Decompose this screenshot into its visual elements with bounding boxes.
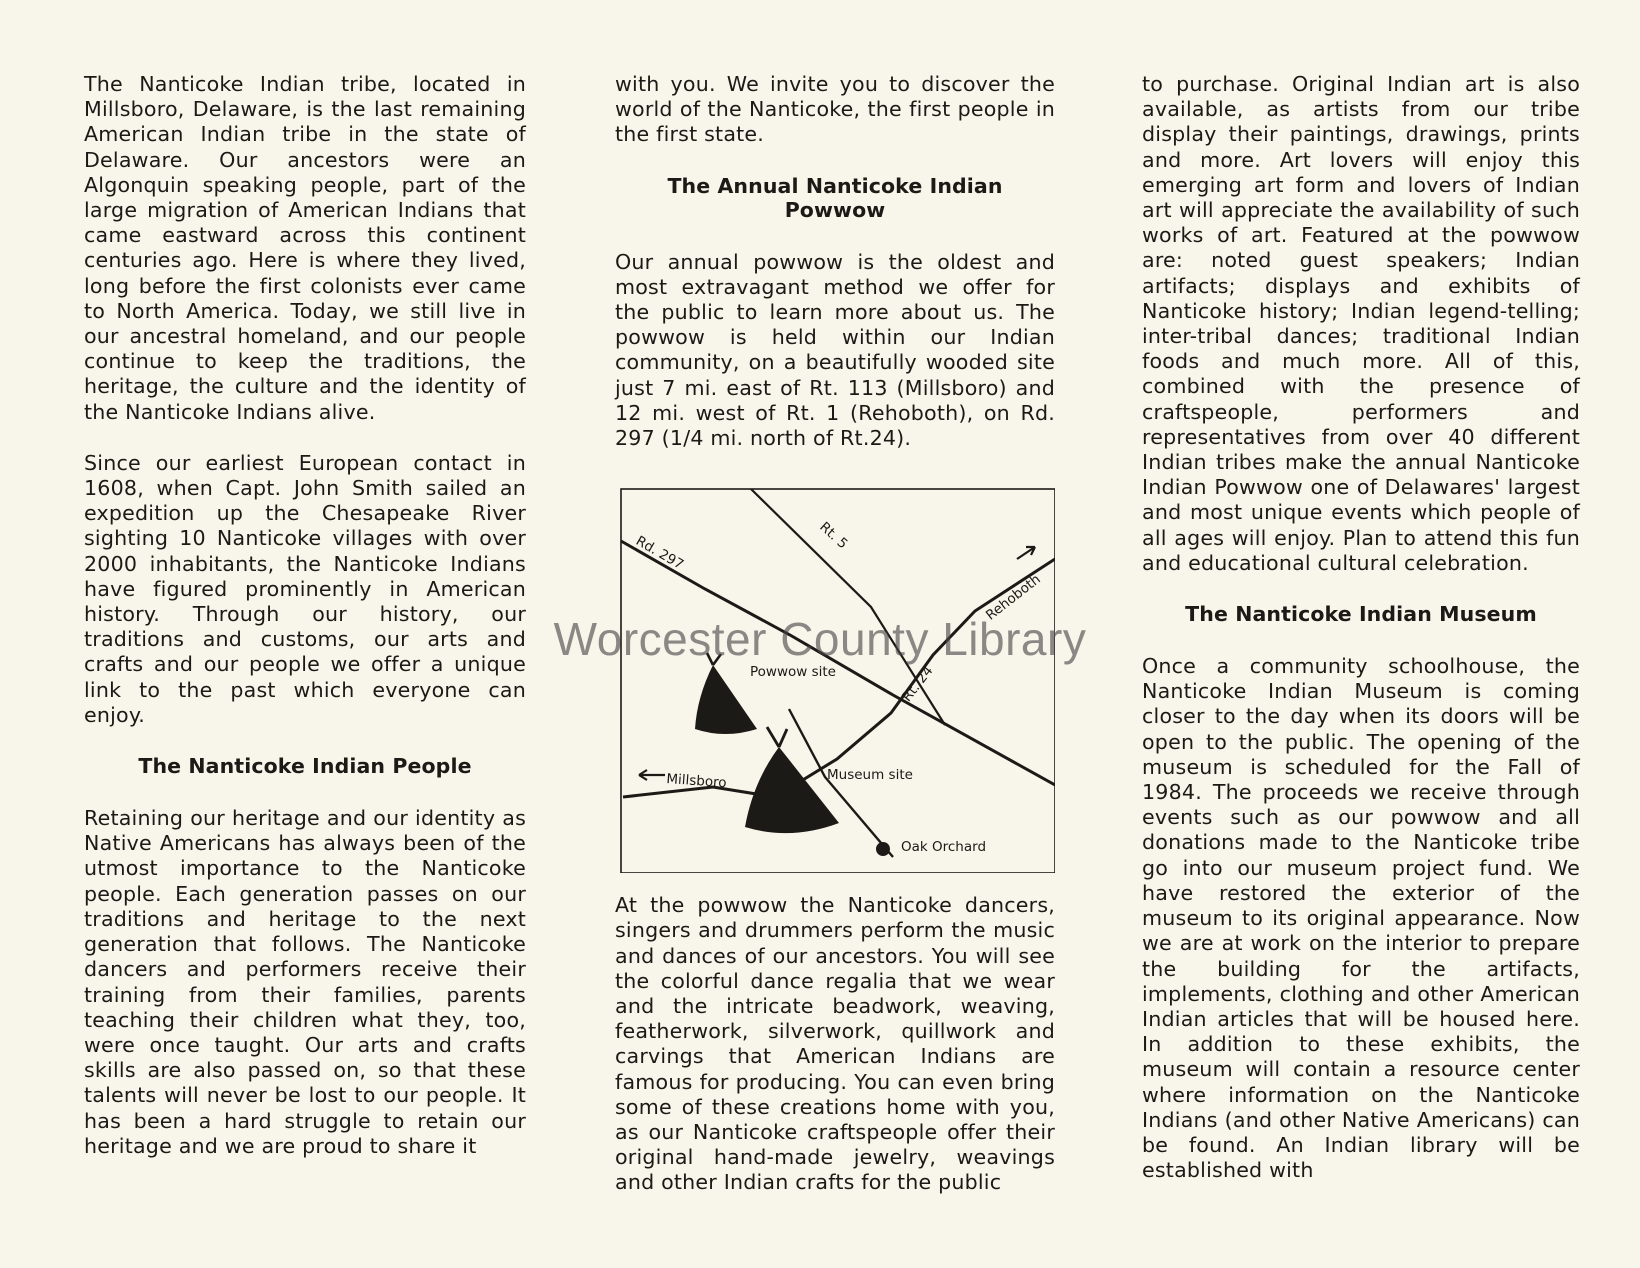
art-paragraph: to purchase. Original Indian art is also available, as artists from our tribe display their paintings, drawings, prints and more. Art lovers will enjoy this emerging art form and lovers of Indian art will appreciate the availability of such works of art. Featured at the powwow are: noted guest speakers; Indian artifacts; displays and exhibits of Nanticoke history; Indian legend-telling; inter-tribal dances; traditional Indian foods and much more. All of this, combined with the presence of craftspeople, performers and representatives from over 40 different Indian tribes make the annual Nanticoke Indian Powwow one of Delawares' largest and most unique events which people of all ages will enjoy. Plan to attend this fun and educational cultural celebration. <box>1142 72 1580 575</box>
dancers-paragraph: At the powwow the Nanticoke dancers, singers and drummers perform the music and dances of our ancestors. You will see the colorful dance regalia that we wear and the intricate beadwork, weaving, featherwork, silverwork, quillwork and carvings that American Indians are famous for producing. You can even bring some of these creations home with you, as our Nanticoke craftspeople offer their original hand-made jewelry, weavings and other Indian crafts for the public <box>615 893 1055 1195</box>
people-heading: The Nanticoke Indian People <box>138 754 472 779</box>
powwow-teepee-icon <box>695 665 757 734</box>
people-paragraph: Retaining our heritage and our identity as Native Americans has always been of the utmost importance to the Nanticoke people. Each generation passes on our traditions and heritage to the next generation that follows. The Nanticoke dancers and performers receive their training from their families, parents teaching their children what they, too, were once taught. Our arts and crafts skills are also passed on, so that these talents will never be lost to our people. It has been a hard struggle to retain our heritage and we are proud to share it <box>84 806 526 1158</box>
road-rt24 <box>623 559 1055 797</box>
rehoboth-arrow-icon <box>1017 547 1035 559</box>
intro-paragraph: The Nanticoke Indian tribe, located in Millsboro, Delaware, is the last remaining American Indian tribe in the state of Delaware. Our ancestors were an Algonquin speaking people, part of the large migration of American Indians that came eastward across this continent centuries ago. Here is where they lived, long before the first colonists ever came to North America. Today, we still live in our ancestral homeland, and our people continue to keep the traditions, the heritage, the culture and the identity of the Nanticoke Indians alive. <box>84 72 526 424</box>
museum-teepee-poles <box>767 727 787 747</box>
map-label-rehoboth: Rehoboth <box>983 571 1044 624</box>
oak-orchard-dot-icon <box>876 842 890 856</box>
map-label-oak-orchard: Oak Orchard <box>901 839 987 856</box>
map-label-millsboro: Millsboro <box>665 771 728 792</box>
millsboro-arrow-icon <box>639 770 665 780</box>
powwow-heading: The Annual Nanticoke Indian Powwow <box>667 173 1003 222</box>
museum-paragraph: Once a community schoolhouse, the Nanticoke Indian Museum is coming closer to the day when its doors will be open to the public. The opening of the museum is scheduled for the Fall of 1984. The proceeds we receive through events such as our powwow and all donations made to the Nanticoke tribe go into our museum project fund. We have restored the exterior of the museum to its original appearance. Now we are at work on the interior to prepare the building for the artifacts, implements, clothing and other American Indian articles that will be housed here. In addition to these exhibits, the museum will contain a resource center where information on the Nanticoke Indians (and other Native Americans) can be found. An Indian library will be established with <box>1142 654 1580 1183</box>
map-label-museum-site: Museum site <box>827 767 913 784</box>
history-paragraph: Since our earliest European contact in 1608, when Capt. John Smith sailed an expedition up the Chesapeake River sighting 10 Nanticoke villages with over 2000 inhabitants, the Nanticoke Indians have figured prominently in American history. Through our history, our traditions and customs, our arts and crafts and our people we offer a unique link to the past which everyone can enjoy. <box>84 450 526 727</box>
library-watermark: Worcester County Library <box>553 613 1087 665</box>
museum-heading: The Nanticoke Indian Museum <box>1185 602 1537 627</box>
museum-teepee-icon <box>745 747 839 833</box>
powwow-paragraph: Our annual powwow is the oldest and most extravagant method we offer for the public to learn more about us. The powwow is held within our Indian community, on a beautifully wooded site just 7 mi. east of Rt. 113 (Millsboro) and 12 mi. west of Rt. 1 (Rehoboth), on Rd. 297 (1/4 mi. north of Rt.24). <box>615 249 1055 451</box>
map-label-rd297: Rd. 297 <box>633 533 687 574</box>
location-map <box>615 477 1055 873</box>
invite-paragraph: with you. We invite you to discover the world of the Nanticoke, the first people in the first state. <box>615 72 1055 147</box>
map-label-rt5: Rt. 5 <box>816 519 851 553</box>
map-label-powwow-site: Powwow site <box>750 664 836 681</box>
map-label-rt24: Rt. 24 <box>899 663 937 706</box>
